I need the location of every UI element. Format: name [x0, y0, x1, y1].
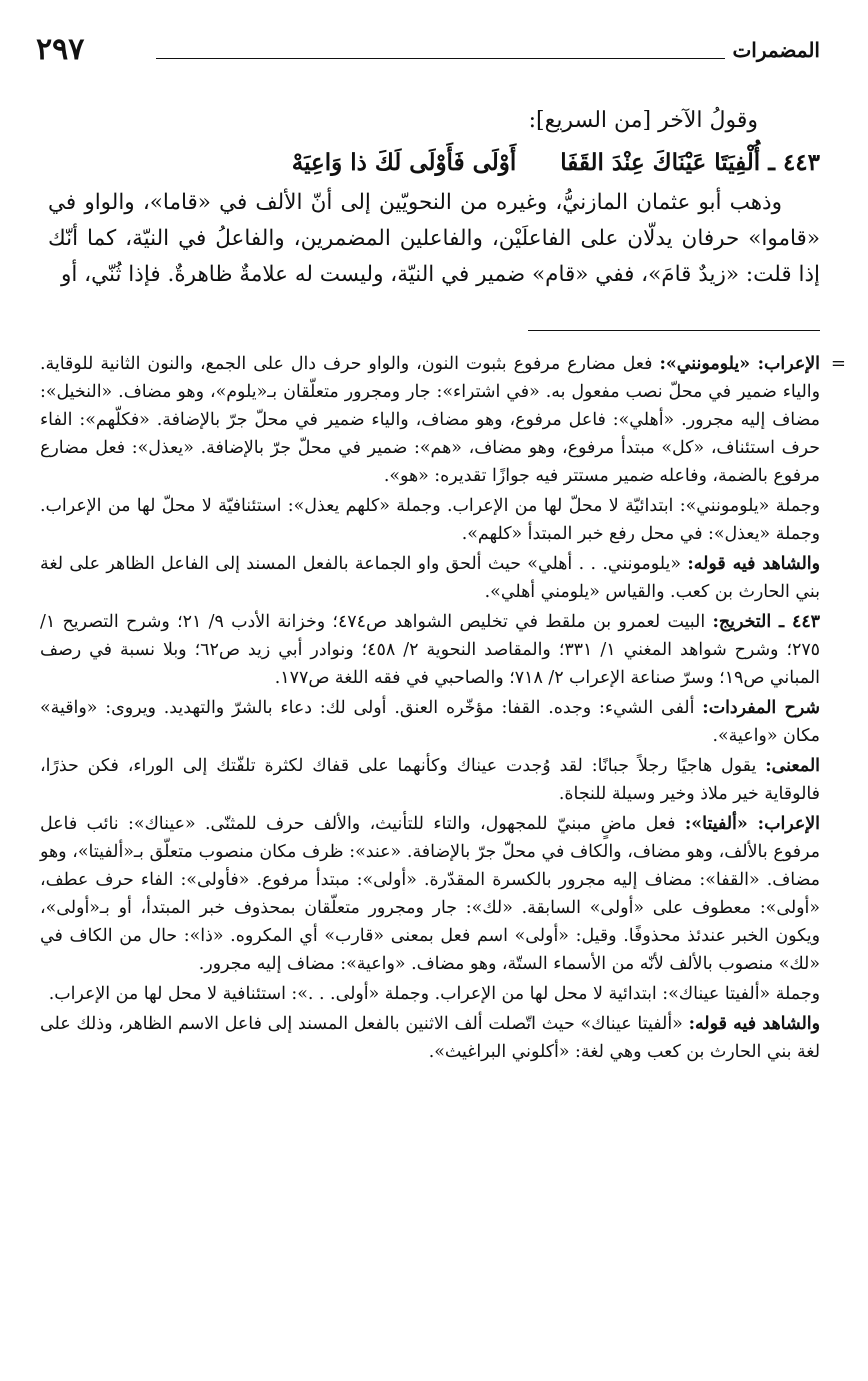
footnote-irab	[40, 810, 820, 978]
footnotes	[40, 350, 846, 1068]
verse-intro: وقولُ الآخر [من السريع]:	[528, 108, 758, 133]
label-mufradat: شرح المفردات:	[702, 698, 820, 718]
verse-hemistich-second: أَوْلَى فَأَوْلَى لَكَ ذا وَاعِيَهْ	[291, 149, 517, 176]
running-header	[36, 34, 820, 74]
footnote-divider	[528, 330, 820, 331]
verse-hemistich-first: أُلْفِيَتَا عَيْنَاكَ عِنْدَ القَفَا	[560, 149, 761, 176]
section-title: المضمرات	[732, 38, 820, 62]
shahid-body: «ألفيتا عيناك» حيث اتّصلت ألف الاثنين بالفعل المسند إلى فاعل الاسم الظاهر، وذلك على لغة بني الحارث بن كعب وهي لغة: «أكلوني البراغيث».	[40, 1014, 820, 1062]
verse-number: ٤٤٣ ـ	[768, 149, 820, 176]
footnote-mana	[40, 752, 820, 808]
footnote-prev-jumla: وجملة «يلومونني»: ابتدائيّة لا محلّ لها من الإعراب. وجملة «كلهم يعذل»: استئنافيّة لا محلّ لها من الإعراب. وجملة «يعذل»: في محل رفع خبر المبتدأ «كلهم».	[40, 496, 820, 544]
continuation-mark: =	[830, 353, 846, 374]
label-mana: المعنى:	[765, 756, 820, 776]
irab-body: فعل ماضٍ مبنيّ للمجهول، والتاء للتأنيث، والألف حرف للمثنّى. «عيناك»: نائب فاعل مرفوع بالألف، وهو مضاف، والكاف في محلّ جرّ بالإضافة. «عند»: ظرف مكان منصوب متعلّق بـ«ألفيتا»، وهو مضاف. «القفا»: مضاف إليه مجرور بالكسرة المقدّرة. «أولى»: مبتدأ مرفوع. «فأولى»: الفاء حرف عطف، «أولى»: معطوف على «أولى» السابقة. «لك»: جار ومجرور متعلّقان بمحذوف خبر المبتدأ، أو بـ«أولى»، ويكون الخبر عندئذ محذوفًا. وقيل: «أولى» اسم فعل بمعنى «قارب» أي المكروه. «ذا»: حال من الكاف في «لك» منصوب بالألف لأنّه من الأسماء الستّة، وهو مضاف. «واعية»: مضاف إليه مجرور.	[40, 814, 820, 974]
header-rule	[156, 58, 725, 59]
prev-irab-body: فعل مضارع مرفوع بثبوت النون، والواو حرف دال على الجمع، والنون الثانية للوقاية. والياء ضمير في محلّ نصب مفعول به. «في اشتراء»: جار ومجرور متعلّقان بـ«يلوم»، وهو مضاف. «النخيل»: مضاف إليه مجرور. «أهلي»: فاعل مرفوع، وهو مضاف، والياء ضمير في محلّ جرّ بالإضافة. «فكلّهم»: الفاء حرف استئناف، «كل» مبتدأ مرفوع، وهو مضاف، «هم»: ضمير في محلّ جرّ بالإضافة. «يعذل»: فعل مضارع مرفوع بالضمة، وفاعله ضمير مستتر فيه جوازًا تقديره: «هو».	[40, 354, 820, 486]
label-takhrij: ٤٤٣ ـ التخريج:	[712, 612, 821, 632]
mufradat-body: ألفى الشيء: وجده. القفا: مؤخّره العنق. أولى لك: دعاء بالشرّ والتهديد. ويروى: «واقية» مكان «واعية».	[40, 698, 820, 746]
footnote-shahid	[40, 1010, 820, 1066]
footnote-prev-irab	[40, 350, 820, 490]
label-irab: الإعراب: «يلومونني»:	[659, 354, 820, 374]
takhrij-body: البيت لعمرو بن ملقط في تخليص الشواهد ص٤٧٤؛ وخزانة الأدب ٩/ ٢١؛ وشرح التصريح ١/ ٢٧٥؛ وشرح شواهد المغني ١/ ٣٣١؛ والمقاصد النحوية ٢/ ٤٥٨؛ ونوادر أبي زيد ص٦٢؛ وبلا نسبة في رصف المباني ص١٩؛ وسرّ صناعة الإعراب ٢/ ٧١٨؛ والصاحبي في فقه اللغة ص١٧٧.	[40, 612, 821, 688]
label-shahid: والشاهد فيه قوله:	[687, 554, 820, 574]
prev-shahid-body: «يلومونني. . . أهلي» حيث ألحق واو الجماعة بالفعل المسند إلى الفاعل الظاهر على لغة بني الحارث بن كعب. والقياس «يلومني أهلي».	[40, 554, 820, 602]
footnote-takhrij	[40, 608, 820, 692]
poetry-verse	[48, 145, 820, 181]
footnote-prev-shahid	[40, 550, 820, 606]
label-irab-verse: الإعراب: «ألفيتا»:	[684, 814, 821, 834]
label-shahid-verse: والشاهد فيه قوله:	[688, 1014, 820, 1034]
footnote-jumla: وجملة «ألفيتا عيناك»: ابتدائية لا محل لها من الإعراب. وجملة «أولى. . .»: استئنافية لا محل لها من الإعراب.	[48, 984, 820, 1004]
mana-body: يقول هاجيًا رجلاً جبانًا: لقد وُجدت عيناك وكأنهما على قفاك لكثرة تلفّتك إلى الوراء، فكن حذرًا، فالوقاية خير ملاذ وخير وسيلة للنجاة.	[40, 756, 820, 804]
main-text	[48, 103, 820, 293]
main-paragraph: وذهب أبو عثمان المازنيُّ، وغيره من النحويّين إلى أنّ الألف في «قاما»، والواو في «قاموا» حرفان يدلّان على الفاعلَيْن، والفاعلين المضمرين، والفاعلُ في النيّة، كما أنّك إذا قلت: «زيدٌ قامَ»، ففي «قام» ضمير في النيّة، وليست له علامةٌ ظاهرةٌ. فإذا ثُنّي، أو	[48, 190, 820, 287]
footnote-mufradat	[40, 694, 820, 750]
page-number: ٢٩٧	[36, 32, 85, 67]
